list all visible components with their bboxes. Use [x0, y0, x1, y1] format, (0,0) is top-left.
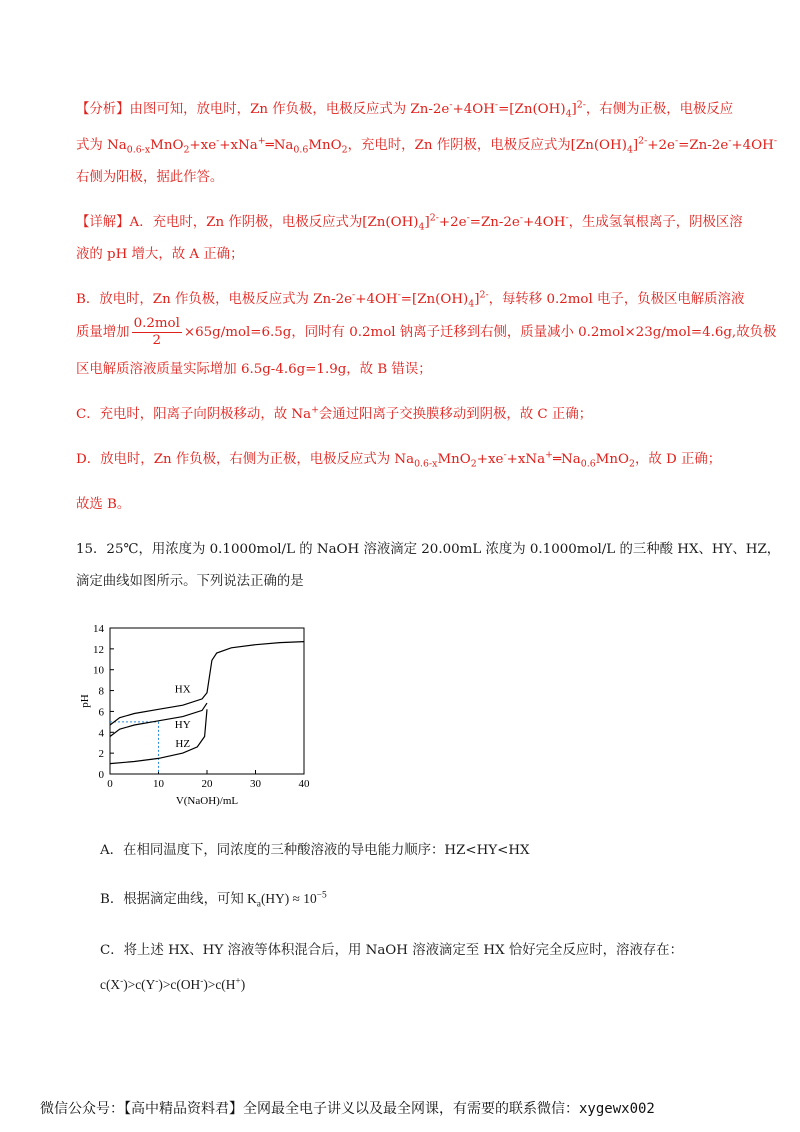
detail-c-line-1: C．充电时，阳离子向阴极移动，故 Na+会通过阳离子交换膜移动到阴极，故 C 正确； — [76, 404, 593, 422]
option-a: A．在相同温度下，同浓度的三种酸溶液的导电能力顺序：HZ<HY<HX — [100, 843, 530, 858]
analysis-line-1: 【分析】由图可知，放电时，Zn 作负极，电极反应式为 $Zn-2e^-+4OH^-=[Zn(OH)_4]^{2-}$，右侧为正极，电极反应 — [76, 99, 734, 120]
x-tick-label: 0 — [107, 778, 113, 790]
x-tick-label: 20 — [201, 778, 213, 790]
y-tick-label: 10 — [93, 664, 104, 677]
detail-a-line-1: 【详解】A．充电时，Zn 作阴极，电极反应式为$[Zn(OH)_4]^{2-}+2e^-=Zn-2e^-+4OH^-$，生成氢氧根离子，阴极区溶 — [76, 212, 743, 233]
y-tick-label: 2 — [98, 748, 104, 761]
curve-label-hy: HY — [174, 719, 191, 732]
y-tick-label: 6 — [98, 706, 104, 719]
option-b: B．根据滴定曲线，可知 $K_a(HY) \approx 10^{-5}$ — [100, 890, 327, 910]
option-c-line-1: C．将上述 HX、HY 溶液等体积混合后，用 NaOH 溶液滴定至 HX 恰好完全反应时，溶液存在： — [100, 943, 683, 958]
x-axis-label: V(NaOH)/mL — [175, 795, 239, 807]
y-axis-label: pH — [79, 694, 91, 708]
detail-b-line-3: 区电解质溶液质量实际增加 6.5g-4.6g=1.9g，故 B 错误； — [76, 362, 432, 377]
fraction: $\frac{\text{0.2mol}}{2}$ — [133, 316, 180, 348]
titration-chart — [76, 612, 326, 822]
option-c-line-2: c(X-)>c(Y-)>c(OH-)>c(H+) — [100, 976, 246, 992]
y-tick-label: 0 — [98, 769, 104, 781]
question-line-1: 15．25℃，用浓度为 0.1000mol/L 的 NaOH 溶液滴定 20.00mL 浓度为 0.1000mol/L 的三种酸 HX、HY、HZ， — [76, 542, 781, 557]
y-tick-label: 8 — [98, 685, 104, 698]
footer-note: 微信公众号：【高中精品资料君】全网最全电子讲义以及最全网课，有需要的联系微信：xygewx002 — [40, 1101, 655, 1117]
x-tick-label: 40 — [298, 778, 310, 790]
answer-line: 故选 B。 — [76, 497, 131, 512]
detail-b-line-2: 质量增加 $\frac{\text{0.2mol}}{2}$ ×65g/mol=6.5g，同时有 0.2mol 钠离子迁移到右侧，质量减小 0.2mol×23g/mol=4.6g,故负极 — [76, 316, 777, 348]
detail-a-line-2: 液的 pH 增大，故 A 正确； — [76, 247, 244, 262]
y-tick-label: 14 — [93, 623, 104, 635]
x-tick-label: 30 — [250, 778, 261, 790]
detail-b-line-1: B．放电时，Zn 作负极，电极反应式为 $Zn-2e^-+4OH^-=[Zn(OH)_4]^{2-}$，每转移 0.2mol 电子，负极区电解质溶液 — [76, 289, 745, 310]
x-tick-label: 10 — [153, 778, 164, 790]
y-tick-label: 4 — [98, 727, 104, 740]
plot-frame — [110, 628, 304, 774]
y-tick-label: 12 — [93, 643, 104, 656]
question-line-2: 滴定曲线如图所示。下列说法正确的是 — [76, 574, 304, 589]
curve-label-hz: HZ — [175, 737, 191, 750]
analysis-line-2: 式为 $Na_{0.6-x}MnO_2+xe^-+xNa^+═Na_{0.6}MnO_2$，充电时，Zn 作阴极，电极反应式为$[Zn(OH)_4]^{2-}+2e^-=Zn-2e^-+4OH^-$ — [76, 135, 777, 156]
analysis-line-3: 右侧为阳极，据此作答。 — [76, 170, 224, 185]
detail-d-line-1: D．放电时，Zn 作负极，右侧为正极，电极反应式为 $Na_{0.6-x}MnO_2+xe^-+xNa^+═Na_{0.6}MnO_2$，故 D 正确； — [76, 449, 722, 470]
curve-label-hx: HX — [174, 683, 191, 696]
